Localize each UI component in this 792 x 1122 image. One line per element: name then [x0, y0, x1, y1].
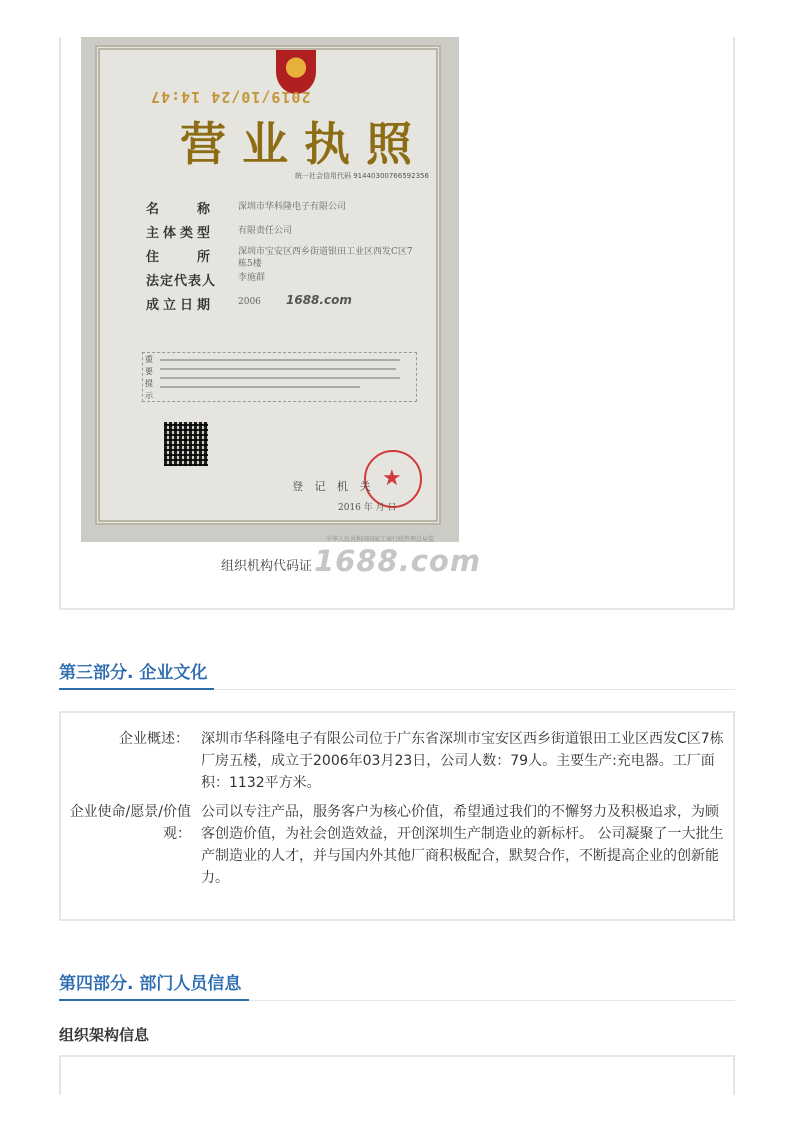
org-structure-panel: [59, 1055, 735, 1095]
field-label-date: 成立日期: [146, 298, 215, 313]
license-title: 营业执照: [180, 117, 428, 171]
org-structure-subtitle: 组织架构信息: [59, 1026, 150, 1044]
mission-value: 公司以专注产品，服务客户为核心价值，希望通过我们的不懈努力及积极追求，为顾客创造价值，为社会创造效益，开创深圳生产制造业的新标杆。 公司凝聚了一大批生产制造业的人才，并与国内外其他厂商积极配合，默契合作，不断提高企业的创新能力。: [201, 804, 724, 886]
field-value-date: 2006: [238, 297, 261, 307]
field-label-name: 名 称: [146, 202, 215, 217]
notice-label: 重要提示: [145, 355, 153, 400]
notice-line: [160, 386, 360, 388]
license-document: [95, 45, 441, 542]
section4-accent: [59, 999, 249, 1001]
mission-label: 企业使命/愿景/价值观：: [69, 804, 191, 842]
section3-accent: [59, 688, 214, 690]
notice-line: [160, 359, 400, 361]
section3-title: 第三部分. 企业文化: [59, 663, 208, 683]
overview-value: 深圳市华科隆电子有限公司位于广东省深圳市宝安区西乡街道银田工业区西发C区7栋厂房五楼，成立于2006年03月23日，公司人数：79人。主要生产:充电器。工厂面积：1132平方米。: [201, 731, 724, 791]
image-caption: 组织机构代码证: [221, 559, 313, 574]
registration-authority: 登 记 机 关: [292, 480, 375, 493]
overview-label: 企业概述：: [119, 731, 189, 747]
field-value-name: 深圳市华科隆电子有限公司: [238, 202, 347, 212]
field-value-type: 有限责任公司: [238, 226, 293, 236]
business-license-image: [81, 37, 459, 542]
license-watermark: 1688.com: [286, 293, 352, 307]
qr-code-icon: [164, 422, 208, 466]
credit-code: 统一社会信用代码 91440300766592356: [295, 172, 429, 180]
notice-line: [160, 368, 396, 370]
photo-timestamp: 2019/10/24 14:47: [150, 88, 311, 106]
field-value-legal-rep: 李施群: [238, 273, 266, 283]
caption-watermark: 1688.com: [314, 544, 482, 578]
issue-date: 2016 年 月 日: [338, 503, 397, 513]
seal-star-icon: ★: [382, 466, 402, 491]
field-label-legal-rep: 法定代表人: [146, 274, 217, 289]
field-label-type: 主体类型: [146, 226, 215, 241]
notice-line: [160, 377, 400, 379]
section4-title: 第四部分. 部门人员信息: [59, 974, 242, 994]
license-footer: 中华人民共和国国家工商行政管理总局监: [326, 536, 435, 542]
field-label-address: 住 所: [146, 250, 215, 265]
field-value-address: 深圳市宝安区西乡街道银田工业区西发C区7栋5楼: [238, 247, 413, 269]
